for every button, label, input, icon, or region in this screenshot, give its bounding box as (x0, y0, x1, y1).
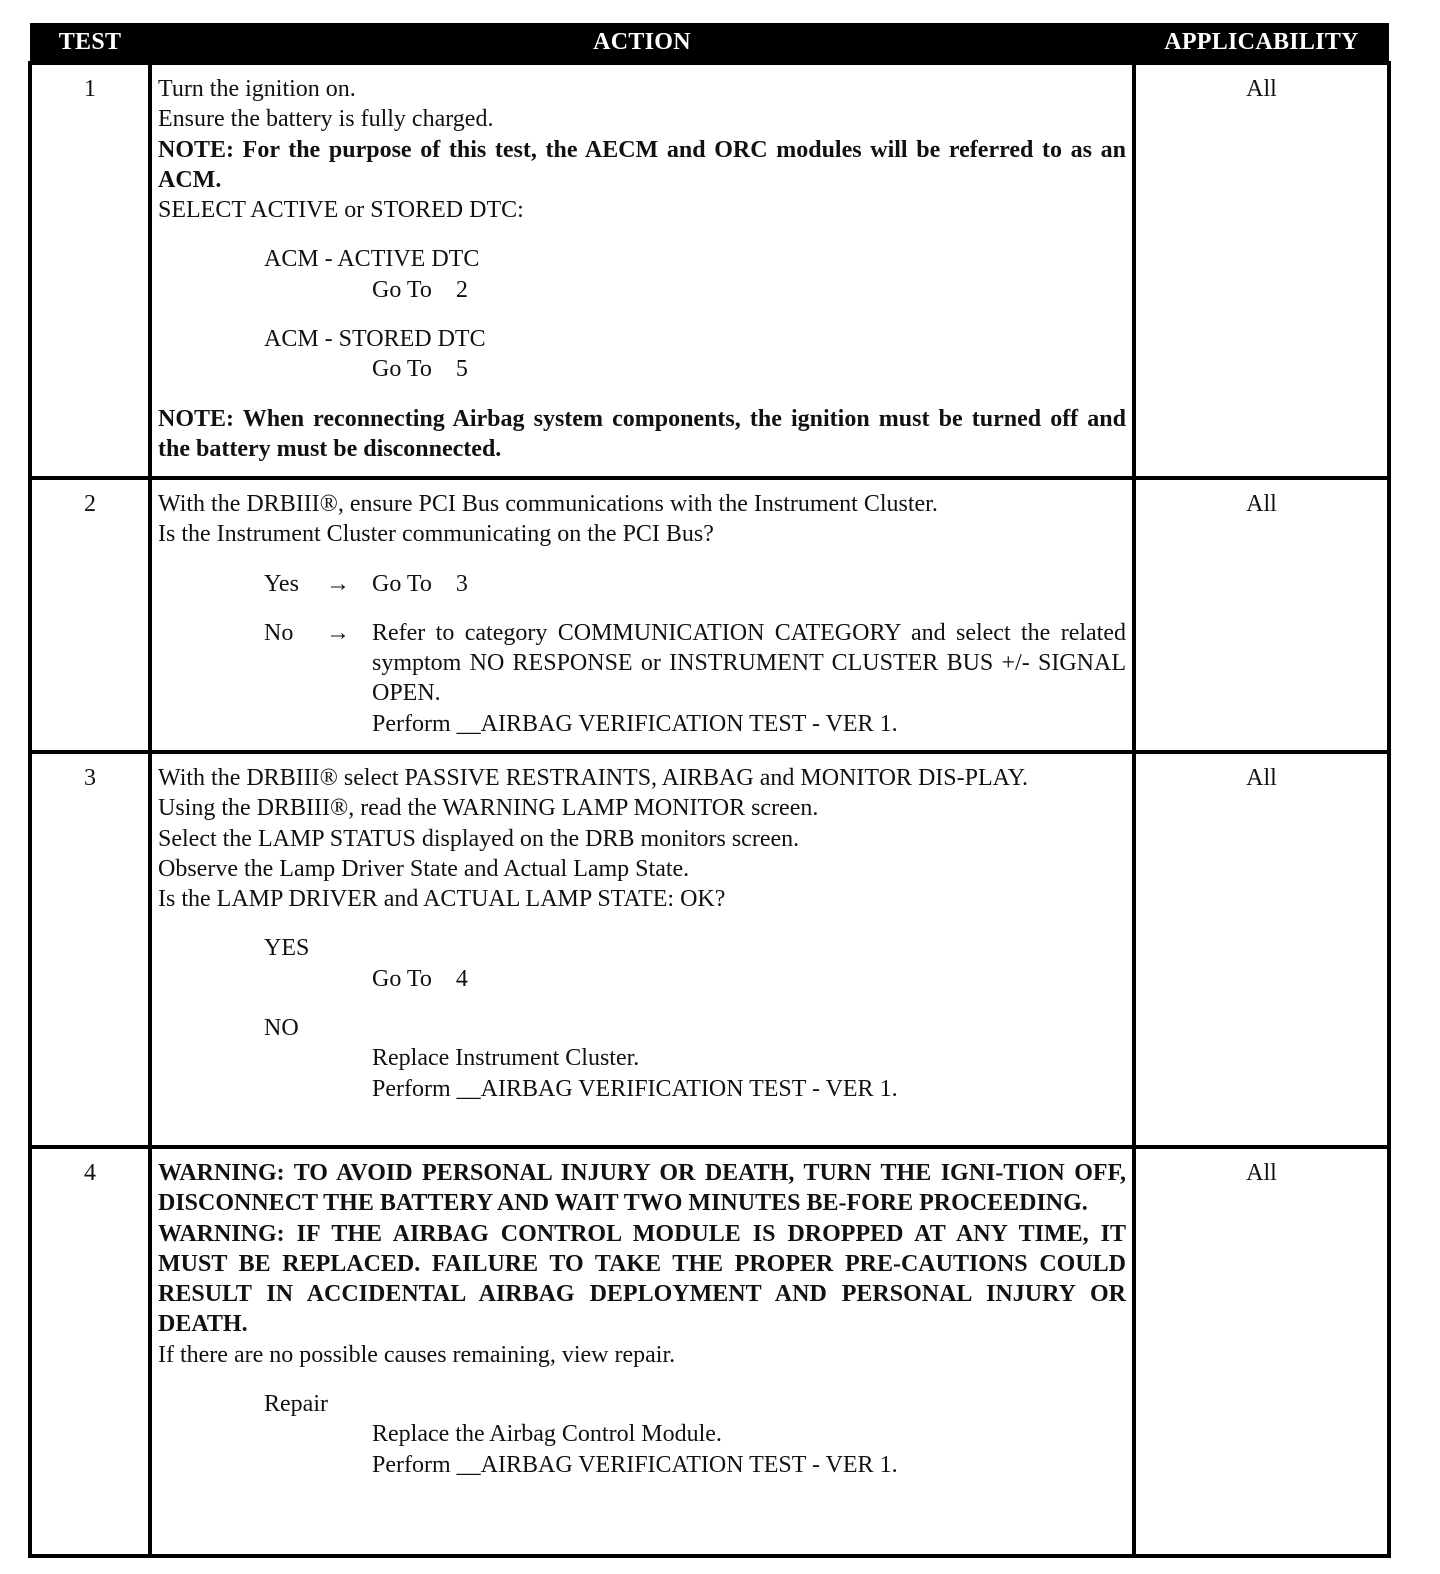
goto-link[interactable]: Go To 4 (372, 965, 468, 992)
action-line: Is the LAMP DRIVER and ACTUAL LAMP STATE: OK? (158, 886, 726, 913)
action-line: SELECT ACTIVE or STORED DTC: (158, 197, 524, 224)
note-text: NOTE: For the purpose of this test, the AECM and ORC modules will be referred to as an ACM. (158, 136, 1126, 193)
test-number: 1 (84, 76, 96, 102)
branch-label: Yes (264, 570, 299, 597)
applicability-cell (1134, 478, 1389, 752)
applicability-value: All (1246, 491, 1277, 517)
action-line: Select the LAMP STATUS displayed on the DRB monitors screen. (158, 825, 800, 852)
perform-text: Perform __AIRBAG VERIFICATION TEST - VER 1. (372, 1451, 898, 1478)
applicability-value: All (1246, 76, 1277, 102)
action-cell (150, 478, 1134, 752)
action-line: With the DRBIII® select PASSIVE RESTRAINTS, AIRBAG and MONITOR DIS-PLAY. (158, 765, 1028, 791)
option-label: Repair (264, 1391, 328, 1418)
goto-link[interactable]: Go To 2 (372, 276, 468, 303)
table-header-row (30, 23, 1389, 63)
goto-link[interactable]: Go To 5 (372, 356, 468, 383)
goto-link[interactable]: Go To 3 (372, 570, 468, 597)
table-row-test-2 (30, 478, 1389, 752)
arrow-right-icon: → (326, 619, 350, 646)
perform-text: Perform __AIRBAG VERIFICATION TEST - VER 1. (372, 710, 898, 737)
test-number-cell (30, 63, 150, 478)
test-number-cell (30, 752, 150, 1147)
applicability-value: All (1246, 1160, 1277, 1186)
option-label: ACM - STORED DTC (264, 326, 486, 353)
note-text: NOTE: When reconnecting Airbag system components, the ignition must be turned off and the battery must be disconnected. (158, 405, 1126, 462)
applicability-cell (1134, 1147, 1389, 1556)
option-label: NO (264, 1015, 299, 1042)
diagnostic-test-table (28, 23, 1391, 1558)
warning-text: WARNING: TO AVOID PERSONAL INJURY OR DEATH, TURN THE IGNI-TION OFF, DISCONNECT THE BATTERY AND WAIT TWO MINUTES BE-FORE PROCEEDING. (158, 1160, 1126, 1217)
applicability-cell (1134, 63, 1389, 478)
test-number: 2 (84, 491, 96, 517)
yes-branch (158, 569, 1126, 599)
header-test: TEST (30, 23, 150, 63)
test-number-cell (30, 478, 150, 752)
applicability-value: All (1246, 765, 1277, 791)
action-text: Replace Instrument Cluster. (372, 1045, 640, 1072)
action-cell (150, 752, 1134, 1147)
branch-text: Refer to category COMMUNICATION CATEGORY and select the related symptom NO RESPONSE or INSTRUMENT CLUSTER BUS +/- SIGNAL OPEN. (372, 619, 1126, 707)
header-applicability: APPLICABILITY (1134, 23, 1389, 63)
test-number-cell (30, 1147, 150, 1556)
action-line: Using the DRBIII®, read the WARNING LAMP MONITOR screen. (158, 795, 819, 822)
header-action: ACTION (150, 23, 1134, 63)
action-line: With the DRBIII®, ensure PCI Bus communications with the Instrument Cluster. (158, 491, 938, 517)
applicability-cell (1134, 752, 1389, 1147)
branch-label: No (264, 619, 294, 646)
table-row-test-1 (30, 63, 1389, 478)
action-cell (150, 63, 1134, 478)
arrow-right-icon: → (326, 570, 350, 597)
warning-text: WARNING: IF THE AIRBAG CONTROL MODULE IS DROPPED AT ANY TIME, IT MUST BE REPLACED. FAILURE TO TAKE THE PROPER PRE-CAUTIONS COULD RESULT IN ACCIDENTAL AIRBAG DEPLOYMENT AND PERSONAL INJURY OR DEATH. (158, 1220, 1126, 1338)
action-cell (150, 1147, 1134, 1556)
action-line: Turn the ignition on. (158, 76, 356, 102)
perform-text: Perform __AIRBAG VERIFICATION TEST - VER 1. (372, 1075, 898, 1102)
option-label: YES (264, 935, 310, 962)
action-line: Is the Instrument Cluster communicating on the PCI Bus? (158, 521, 714, 548)
table-row-test-4 (30, 1147, 1389, 1556)
test-number: 3 (84, 765, 96, 791)
action-text: Replace the Airbag Control Module. (372, 1421, 722, 1448)
action-line: If there are no possible causes remaining, view repair. (158, 1341, 676, 1368)
action-line: Ensure the battery is fully charged. (158, 106, 494, 133)
action-line: Observe the Lamp Driver State and Actual Lamp State. (158, 855, 690, 882)
table-row-test-3 (30, 752, 1389, 1147)
diagnostic-table-page (28, 23, 1387, 1558)
option-label: ACM - ACTIVE DTC (264, 246, 480, 273)
no-branch (158, 618, 1126, 739)
test-number: 4 (84, 1160, 96, 1186)
